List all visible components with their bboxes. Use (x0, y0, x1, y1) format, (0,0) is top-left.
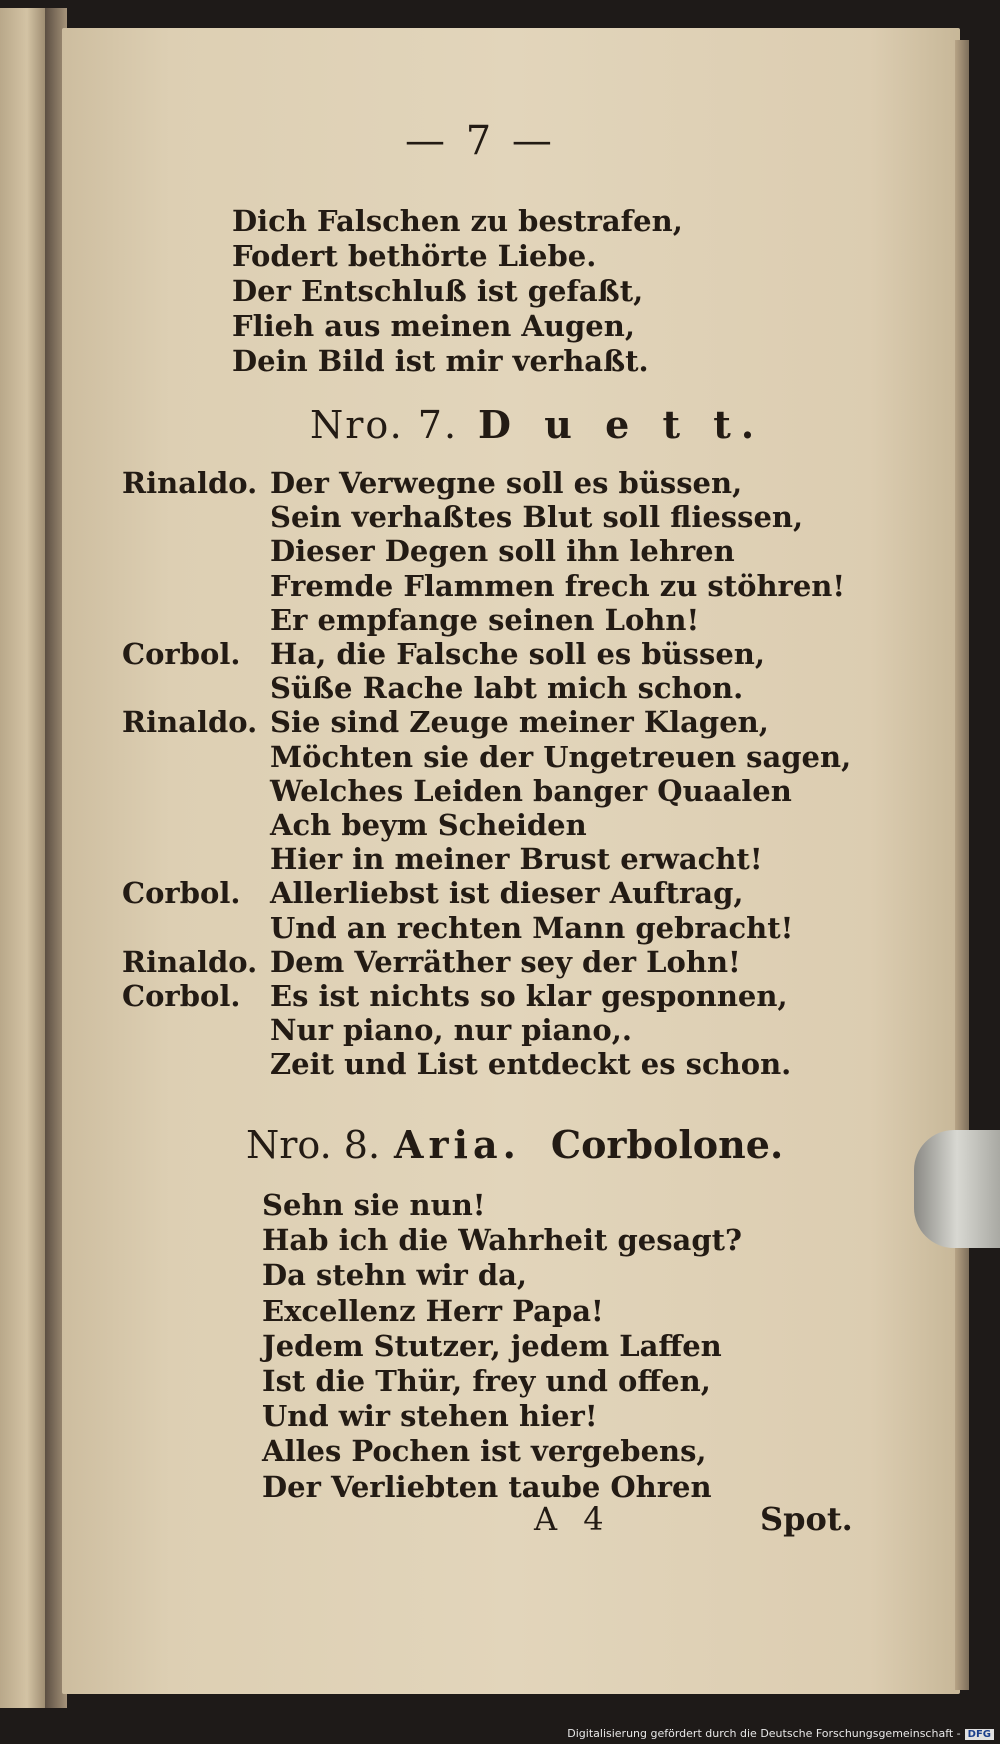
line-text: Süße Rache labt mich schon. (270, 671, 744, 706)
heading-character: Corbolone. (550, 1122, 784, 1167)
line-text: Hier in meiner Brust erwacht! (270, 842, 763, 877)
aria-line: Da stehn wir da, (262, 1258, 527, 1293)
line-text: Welches Leiden banger Quaalen (270, 773, 792, 808)
speaker: Corbol. (122, 637, 241, 672)
duet-line (122, 1047, 851, 1081)
speaker (122, 774, 270, 808)
speaker (122, 671, 270, 705)
heading-label: D u e t t. (478, 402, 765, 447)
page-number: — 7 — (405, 118, 556, 164)
heading-number: Nro. 8. (246, 1123, 381, 1167)
speaker (122, 569, 270, 603)
line-text: Fremde Flammen frech zu stöhren! (270, 568, 846, 603)
digitization-credit (567, 1727, 994, 1740)
line-text: Es ist nichts so klar gesponnen, (270, 979, 788, 1014)
speaker (122, 740, 270, 774)
speaker: Rinaldo. (122, 944, 258, 979)
heading-number: Nro. 7. (310, 403, 459, 447)
verse-line: Dich Falschen zu bestrafen, (232, 204, 683, 238)
line-text: Nur piano, nur piano,. (270, 1013, 632, 1048)
line-text: Dieser Degen soll ihn lehren (270, 534, 735, 569)
verse-line: Fodert bethörte Liebe. (232, 239, 597, 273)
duet-line (122, 705, 851, 739)
speaker (122, 808, 270, 842)
duet-line (122, 637, 851, 671)
page-stack-edge (955, 40, 969, 1690)
signature-mark: A 4 (534, 1500, 612, 1538)
aria-line: Alles Pochen ist vergebens, (262, 1434, 707, 1469)
aria-text (262, 1188, 742, 1505)
verse-line: Flieh aus meinen Augen, (232, 309, 635, 343)
verse-intro (232, 204, 683, 379)
duet-line (122, 569, 851, 603)
duet-line (122, 945, 851, 979)
speaker (122, 842, 270, 876)
duet-line (122, 534, 851, 568)
line-text: Er empfange seinen Lohn! (270, 602, 700, 637)
duet-line (122, 911, 851, 945)
duet-line (122, 1013, 851, 1047)
duet-line (122, 808, 851, 842)
line-text: Der Verwegne soll es büssen, (270, 466, 743, 500)
aria-line: Ist die Thür, frey und offen, (262, 1364, 711, 1399)
speaker (122, 1013, 270, 1047)
speaker (122, 534, 270, 568)
duet-line (122, 603, 851, 637)
line-text: Allerliebst ist dieser Auftrag, (270, 876, 744, 911)
left-page-edge (0, 8, 45, 1708)
duet-line (122, 876, 851, 910)
dfg-logo: DFG (965, 1729, 994, 1740)
line-text: Dem Verräther sey der Lohn! (270, 944, 741, 979)
duet-line (122, 500, 851, 534)
verse-line: Dein Bild ist mir verhaßt. (232, 344, 649, 378)
speaker: Rinaldo. (122, 466, 258, 500)
aria-line: Hab ich die Wahrheit gesagt? (262, 1223, 743, 1258)
aria-line: Sehn sie nun! (262, 1188, 486, 1222)
line-text: Möchten sie der Ungetreuen sagen, (270, 739, 852, 774)
aria-line: Excellenz Herr Papa! (262, 1293, 604, 1328)
section-heading-aria (246, 1122, 783, 1167)
duet-line (122, 740, 851, 774)
speaker (122, 1047, 270, 1081)
duet-line (122, 774, 851, 808)
line-text: Und an rechten Mann gebracht! (270, 910, 794, 945)
verse-line: Der Entschluß ist gefaßt, (232, 274, 644, 308)
line-text: Ach beym Scheiden (270, 808, 587, 843)
heading-label: Aria. (394, 1122, 521, 1167)
speaker (122, 911, 270, 945)
speaker: Corbol. (122, 979, 241, 1014)
line-text: Ha, die Falsche soll es büssen, (270, 637, 765, 672)
duet-text (122, 466, 851, 1082)
duet-line (122, 842, 851, 876)
section-heading-duet (310, 402, 764, 447)
duet-line (122, 466, 851, 500)
aria-line: Jedem Stutzer, jedem Laffen (262, 1328, 722, 1363)
duet-line (122, 979, 851, 1013)
page-clip (914, 1130, 1000, 1248)
speaker: Rinaldo. (122, 705, 258, 740)
speaker: Corbol. (122, 876, 241, 911)
line-text: Zeit und List entdeckt es schon. (270, 1047, 792, 1082)
catchword: Spot. (760, 1500, 853, 1538)
aria-line: Und wir stehen hier! (262, 1399, 598, 1434)
speaker (122, 603, 270, 637)
line-text: Sie sind Zeuge meiner Klagen, (270, 705, 769, 740)
line-text: Sein verhaßtes Blut soll fliessen, (270, 500, 804, 535)
credit-text: Digitalisierung gefördert durch die Deutsche Forschungsgemeinschaft - (567, 1727, 961, 1740)
aria-line: Der Verliebten taube Ohren (262, 1469, 712, 1504)
speaker (122, 500, 270, 534)
duet-line (122, 671, 851, 705)
